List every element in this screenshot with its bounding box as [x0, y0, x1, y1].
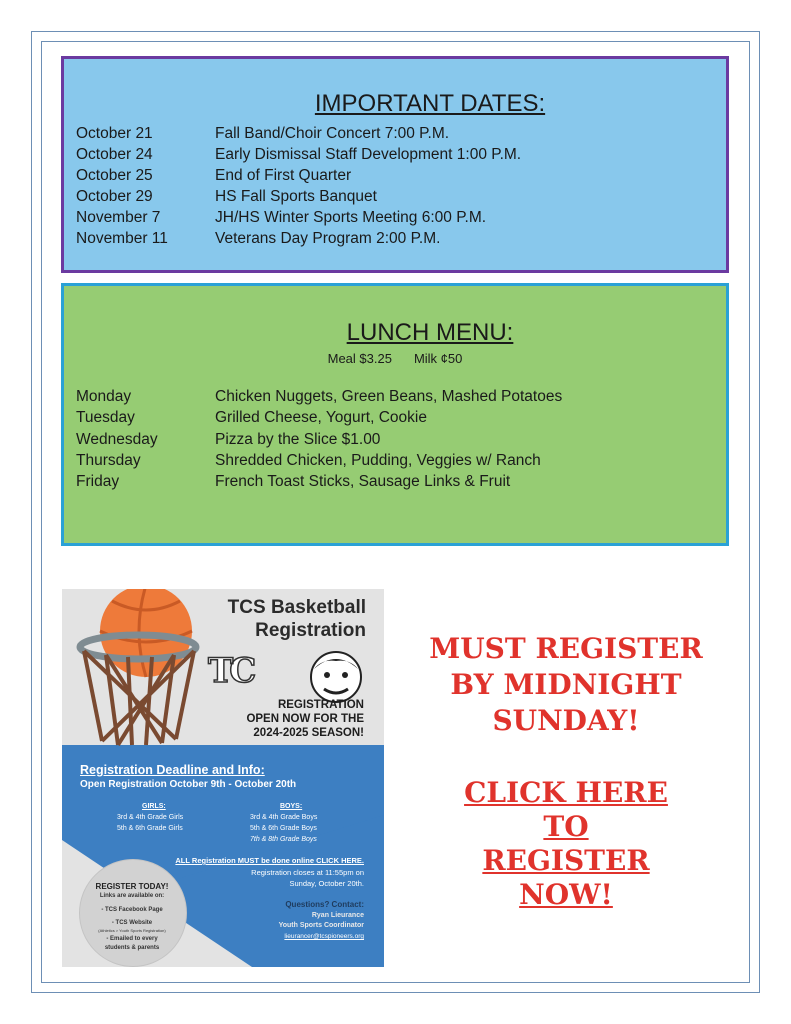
date-row — [76, 230, 440, 248]
lunch-menu-item: Shredded Chicken, Pudding, Veggies w/ Ranch — [215, 452, 541, 469]
lunch-menu-item: Grilled Cheese, Yogurt, Cookie — [215, 409, 427, 426]
date-label: October 21 — [76, 125, 153, 142]
lunch-row — [76, 409, 427, 427]
flyer-girls-2: 5th & 6th Grade Girls — [117, 825, 183, 832]
flyer-open-line2: OPEN NOW FOR THE — [246, 713, 364, 725]
date-row — [76, 188, 377, 206]
lunch-menu-title: LUNCH MENU: — [346, 319, 514, 346]
flyer-online-note[interactable]: ALL Registration MUST be done online CLICK HERE. — [175, 856, 364, 865]
flyer-boys-3: 7th & 8th Grade Boys — [250, 836, 317, 843]
circle-line-6: - Emailed to every — [106, 936, 158, 942]
pioneer-mascot-icon — [306, 649, 366, 705]
lunch-day: Wednesday — [76, 431, 158, 448]
lunch-row — [76, 452, 541, 470]
date-row — [76, 146, 521, 164]
circle-heading: REGISTER TODAY! — [95, 882, 169, 891]
basketball-hoop-icon — [76, 589, 206, 753]
date-event: End of First Quarter — [215, 167, 352, 184]
lunch-day: Friday — [76, 473, 120, 490]
flyer-girls-1: 3rd & 4th Grade Girls — [117, 814, 184, 821]
lunch-day: Tuesday — [76, 409, 135, 426]
date-event: Veterans Day Program 2:00 P.M. — [215, 230, 441, 247]
date-label: November 7 — [76, 209, 161, 226]
click-here-line4[interactable]: NOW! — [519, 878, 613, 911]
flyer-boys-1: 3rd & 4th Grade Boys — [250, 814, 318, 821]
date-label: October 24 — [76, 146, 153, 163]
flyer-open-dates: Open Registration October 9th - October 20th — [80, 779, 297, 790]
flyer-questions: Questions? Contact: — [285, 900, 364, 909]
must-register-line2: BY MIDNIGHT — [450, 668, 682, 701]
date-label: October 29 — [76, 188, 153, 205]
date-row — [76, 125, 449, 143]
milk-price: Milk ¢50 — [413, 351, 463, 366]
lunch-row — [76, 431, 380, 449]
lunch-row — [76, 473, 510, 491]
flyer-boys-heading: BOYS: — [280, 803, 303, 810]
lunch-menu-box — [61, 283, 729, 546]
meal-price: Meal $3.25 — [327, 351, 392, 366]
date-label: November 11 — [76, 230, 168, 247]
flyer-title-line2: Registration — [255, 620, 366, 641]
flyer-contact-name: Ryan Lieurance — [311, 912, 364, 919]
basketball-registration-flyer[interactable] — [62, 589, 384, 967]
circle-line-5: (Athletics > Youth Sports Registration) — [98, 928, 166, 933]
circle-line-3: - TCS Facebook Page — [101, 907, 163, 913]
flyer-girls-heading: GIRLS: — [142, 803, 166, 810]
flyer-title-line1: TCS Basketball — [227, 597, 366, 618]
click-here-line2[interactable]: TO — [543, 810, 589, 843]
flyer-contact-email[interactable]: lieurancer@tcspioneers.org — [284, 933, 364, 940]
must-register-notice — [410, 631, 722, 739]
date-event: Fall Band/Choir Concert 7:00 P.M. — [215, 125, 450, 142]
circle-line-7: students & parents — [104, 945, 160, 951]
tc-logo: TC — [208, 651, 253, 691]
flyer-open-line3: 2024-2025 SEASON! — [253, 727, 364, 739]
date-row — [76, 167, 351, 185]
lunch-row — [76, 388, 562, 406]
flyer-contact-title: Youth Sports Coordinator — [278, 922, 364, 929]
flyer-closes-1: Registration closes at 11:55pm on — [251, 868, 364, 877]
lunch-day: Thursday — [76, 452, 141, 469]
click-here-register-link[interactable] — [410, 776, 722, 912]
date-event: Early Dismissal Staff Development 1:00 P.M. — [215, 146, 522, 163]
lunch-day: Monday — [76, 388, 132, 405]
date-event: HS Fall Sports Banquet — [215, 188, 377, 205]
flyer-deadline-heading: Registration Deadline and Info: — [80, 763, 265, 777]
circle-line-2: Links are available on: — [99, 893, 165, 899]
click-here-line3[interactable]: REGISTER — [482, 844, 650, 877]
important-dates-box — [61, 56, 729, 273]
must-register-line3: SUNDAY! — [492, 704, 640, 737]
circle-line-4: - TCS Website — [111, 920, 153, 926]
lunch-prices — [64, 351, 726, 366]
flyer-closes-2: Sunday, October 20th. — [289, 879, 364, 888]
click-here-line1[interactable]: CLICK HERE — [464, 776, 668, 809]
lunch-menu-item: Chicken Nuggets, Green Beans, Mashed Potatoes — [215, 388, 563, 405]
flyer-open-line1: REGISTRATION — [277, 699, 364, 711]
date-label: October 25 — [76, 167, 153, 184]
date-row — [76, 209, 486, 227]
important-dates-title: IMPORTANT DATES: — [314, 90, 546, 117]
must-register-line1: MUST REGISTER — [429, 632, 703, 665]
lunch-menu-item: Pizza by the Slice $1.00 — [215, 431, 381, 448]
flyer-boys-2: 5th & 6th Grade Boys — [250, 825, 317, 832]
lunch-menu-item: French Toast Sticks, Sausage Links & Fruit — [215, 473, 511, 490]
date-event: JH/HS Winter Sports Meeting 6:00 P.M. — [215, 209, 487, 226]
